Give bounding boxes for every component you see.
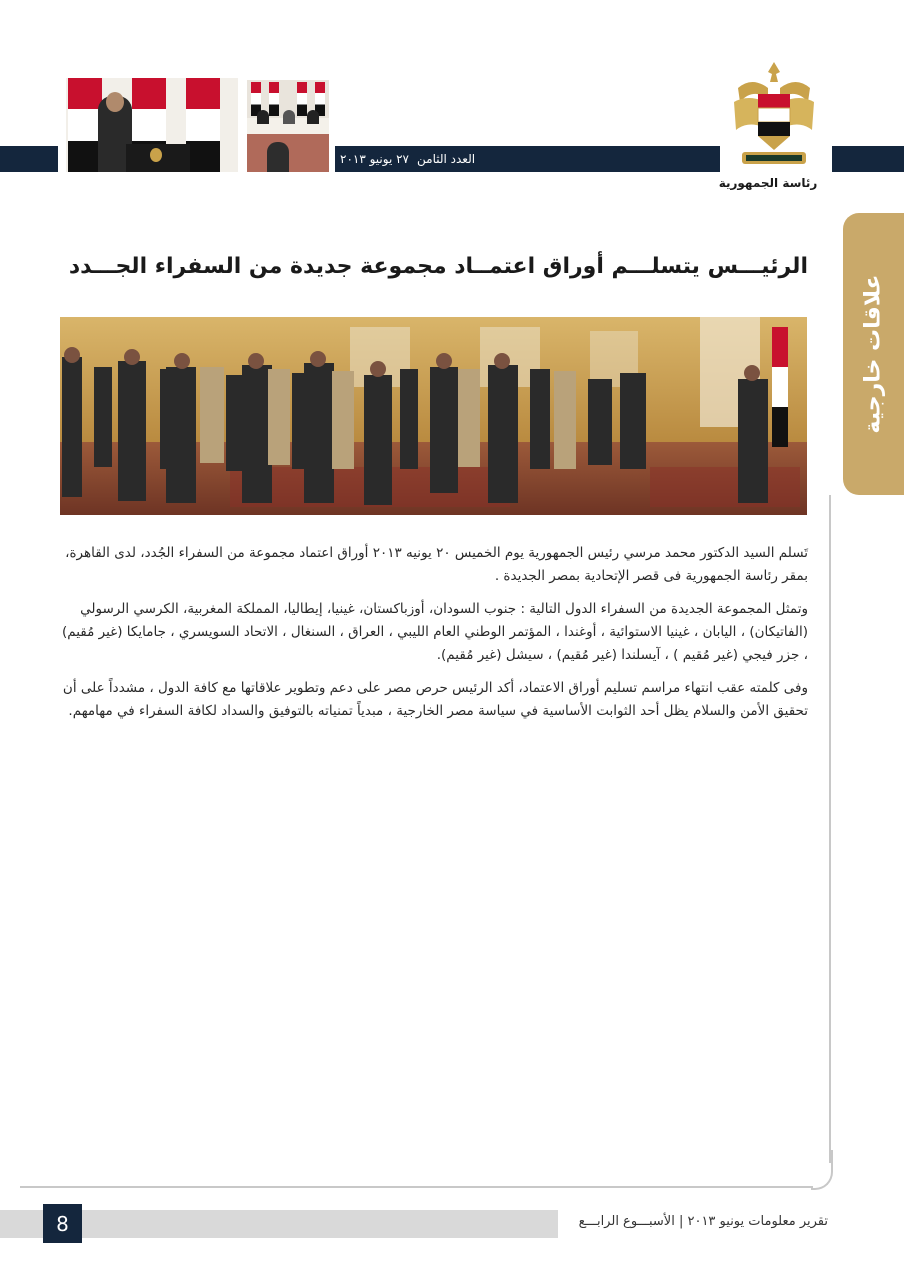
ceremony-photo xyxy=(60,317,807,515)
article-body xyxy=(58,542,808,733)
eagle-emblem-icon xyxy=(728,58,820,176)
article-paragraph: تَسلم السيد الدكتور محمد مرسي رئيس الجمهورية يوم الخميس ٢٠ يونيه ٢٠١٣ أوراق اعتماد مجموعة من السفراء الجُدد، لدى القاهرة، بمقر رئاسة الجمهورية فى قصر الإتحادية بمصر الجديدة . xyxy=(65,545,808,584)
presidency-label: رئاسة الجمهورية xyxy=(718,176,818,190)
header-photo-speech xyxy=(66,78,238,172)
article-paragraph: وفى كلمته عقب انتهاء مراسم تسليم أوراق الاعتماد، أكد الرئيس حرص مصر على دعم وتطوير علاقاتها مع كافة الدول ، مشدداً على أن تحقيق الأمن والسلام يظل أحد الثوابت الأساسية في سياسة مصر الخارجية ، مبدياً تمنياته بالتوفيق والسداد لكافة السفراء في مهامهم. xyxy=(62,680,808,719)
header-band-right xyxy=(832,146,904,172)
header-photo-meeting xyxy=(247,80,329,172)
article-headline: الرئيـــس يتسلـــم أوراق اعتمــاد مجموعة جديدة من السفراء الجـــدد xyxy=(68,254,808,279)
section-tab-label: علاقات خارجية xyxy=(860,274,886,434)
footer-week: الأسبـــوع الرابـــع xyxy=(578,1214,675,1229)
issue-date: ٢٧ يونيو ٢٠١٣ xyxy=(340,152,409,166)
article-paragraph: وتمثل المجموعة الجديدة من السفراء الدول التالية : جنوب السودان، أوزباكستان، غينيا، إيطاليا، المملكة المغربية، الكرسي الرسولي (الفاتيكان) ، اليابان ، غينيا الاستوائية ، أوغندا ، المؤتمر الوطني العام الليبي ، العراق ، السنغال ، الاتحاد السويسري ، جامايكا (غير مُقيم) ، جزر فيجي (غير مُقيم ) ، آيسلندا (غير مُقيم) ، سيشل (غير مُقيم). xyxy=(61,601,808,663)
frame-line-horizontal xyxy=(20,1186,813,1188)
footer-separator: | xyxy=(678,1214,684,1229)
footer-bar xyxy=(0,1210,558,1238)
footer-report: تقرير معلومات يونيو ٢٠١٣ xyxy=(687,1214,828,1229)
frame-line-vertical xyxy=(829,495,831,1163)
issue-info xyxy=(340,146,708,172)
page-number: 8 xyxy=(43,1204,82,1243)
frame-corner xyxy=(811,1150,833,1190)
issue-number: العدد الثامن xyxy=(417,152,476,166)
header-band-left xyxy=(0,146,58,172)
footer-caption xyxy=(560,1214,828,1229)
